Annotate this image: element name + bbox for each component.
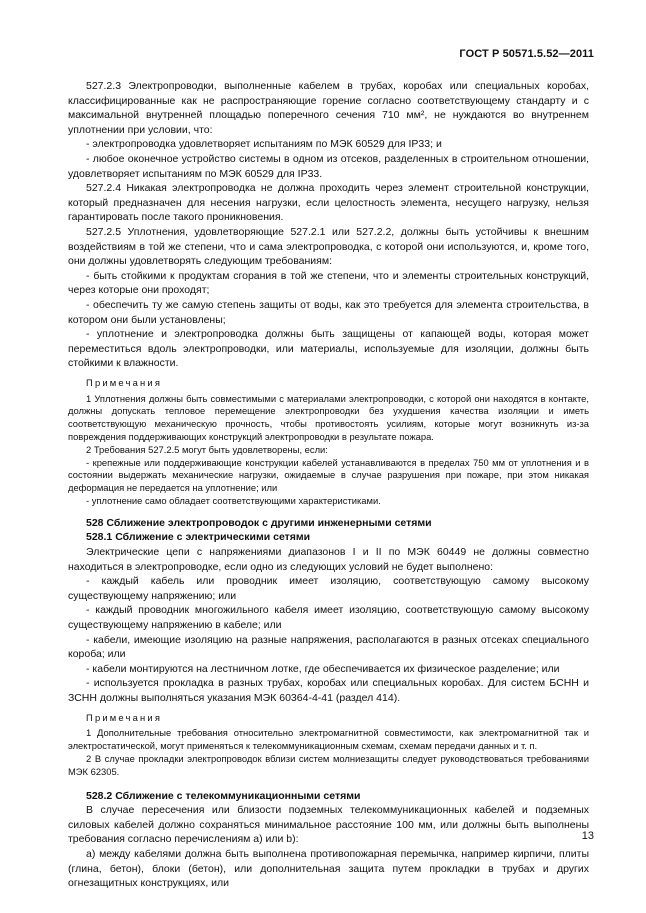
list-item: - кабели монтируются на лестничном лотке, где обеспечивается их физическое разделение; или [86,662,560,675]
list-item: a) между кабелями должна быть выполнена противопожарная перемычка, например кирпичи, плиты (глина, бетон), блоки (бетон), или дополнительная защита путем прокладки в трубах и других огнезащитных конструкциях, или [68,847,589,890]
note-item: 2 Требования 527.2.5 могут быть удовлетворены, если: [86,443,328,455]
note-item: - крепежные или поддерживающие конструкции кабелей устанавливаются в пределах 750 мм от уплотнения и в состоянии выдержать механические нагрузки, ожидаемые в случае разрушения при пожаре, при этом никакая деформация не передается на уплотнение; или [68,456,589,494]
note-item: 1 Дополнительные требования относительно электромагнитной совместимости, как электромагнитной так и электростатической, могут применяться к телекоммуникационным схемам, схемам передачи данных и т. п. [68,727,589,752]
notes-block-1 [68,377,589,508]
note-item: 2 В случае прокладки электропроводок вблизи систем молниезащиты следует руководствоваться требованиями МЭК 62305. [68,752,589,777]
list-item: - каждый кабель или проводник имеет изоляцию, соответствующую самому высокому существующему напряжению; или [68,575,589,602]
page-body [68,79,589,891]
list-item: - уплотнение и электропроводка должны быть защищены от капающей воды, которая может переместиться вдоль электропроводки, или материалы, используемые для изоляции, должны быть стойкими к влажности. [68,328,589,370]
list-item: - любое оконечное устройство системы в одном из отсеков, разделенных в строительном отношении, удовлетворяет испытаниям по МЭК 60529 для IP33. [68,152,589,180]
notes-heading: Примечания [86,711,163,723]
notes-block-2 [68,712,589,779]
note-item: - уплотнение само обладает соответствующими характеристиками. [86,495,381,507]
note-item: 1 Уплотнения должны быть совместимыми с материалами электропроводки, с которой они находятся в контакте, должны допускать тепловое перемещение электропроводки без ухудшения качества изоляции и иметь соответствующую механическую прочность, чтобы противостоять усилиям, которые могут возникнуть из-за повреждения поддерживающих конструкций электропроводки в результате пожара. [68,392,589,443]
standard-number: ГОСТ Р 50571.5.52—2011 [459,48,594,60]
paragraph-527-2-5: 527.2.5 Уплотнения, удовлетворяющие 527.2.1 или 527.2.2, должны быть устойчивы к внешним воздействиям в той же степени, что и сама электропроводка, с которой они используются, и, кроме того, они должны удовлетворять следующим требованиям: [68,225,589,268]
list-item: - электропроводка удовлетворяет испытаниям по МЭК 60529 для IP33; и [86,138,442,151]
section-heading-528-2: 528.2 Сближение с телекоммуникационными сетями [86,789,361,802]
paragraph-528-2: В случае пересечения или близости подземных телекоммуникационных кабелей и подземных силовых кабелей должно сохраняться минимальное расстояние 100 мм, или должны быть выполнены требования согласно перечислениям а) или b): [68,804,589,846]
list-item: - кабели, имеющие изоляцию на разные напряжения, располагаются в разных отсеках специального короба; или [68,633,589,661]
list-item: - используется прокладка в разных трубах, коробах или специальных коробах. Для систем БСНН и ЗСНН должны выполняться указания МЭК 60364-4-41 (раздел 414). [68,677,589,704]
section-heading-528: 528 Сближение электропроводок с другими инженерными сетями [86,516,432,529]
list-item: - каждый проводник многожильного кабеля имеет изоляцию, соответствующую самому высокому существующему напряжению в кабеле; или [68,604,589,631]
section-heading-528-1: 528.1 Сближение с электрическими сетями [86,531,311,544]
paragraph-527-2-4: 527.2.4 Никакая электропроводка не должна проходить через элемент строительной конструкции, который предназначен для несения нагрузки, если целостность элемента, несущего нагрузку, нельзя гарантировать после такого проникновения. [68,182,589,224]
list-item: - быть стойкими к продуктам сгорания в той же степени, что и элементы строительных конструкций, через которые они проходят; [68,269,589,297]
paragraph-527-2-3: 527.2.3 Электропроводки, выполненные кабелем в трубах, коробах или специальных коробах, классифицированные как не распространяющие горение согласно соответствующему стандарту и с максимальной внутренней площадью поперечного сечения 710 мм², не нуждаются во внутреннем уплотнении при условии, что: [68,80,589,136]
page-number: 13 [581,830,594,842]
list-item: - обеспечить ту же самую степень защиты от воды, как это требуется для элемента строительства, в котором они были установлены; [68,298,589,326]
paragraph-528-1: Электрические цепи с напряжениями диапазонов I и II по МЭК 60449 не должны совместно находиться в электропроводке, если одно из следующих условий не будет выполнено: [68,546,589,573]
notes-heading: Примечания [86,376,163,388]
